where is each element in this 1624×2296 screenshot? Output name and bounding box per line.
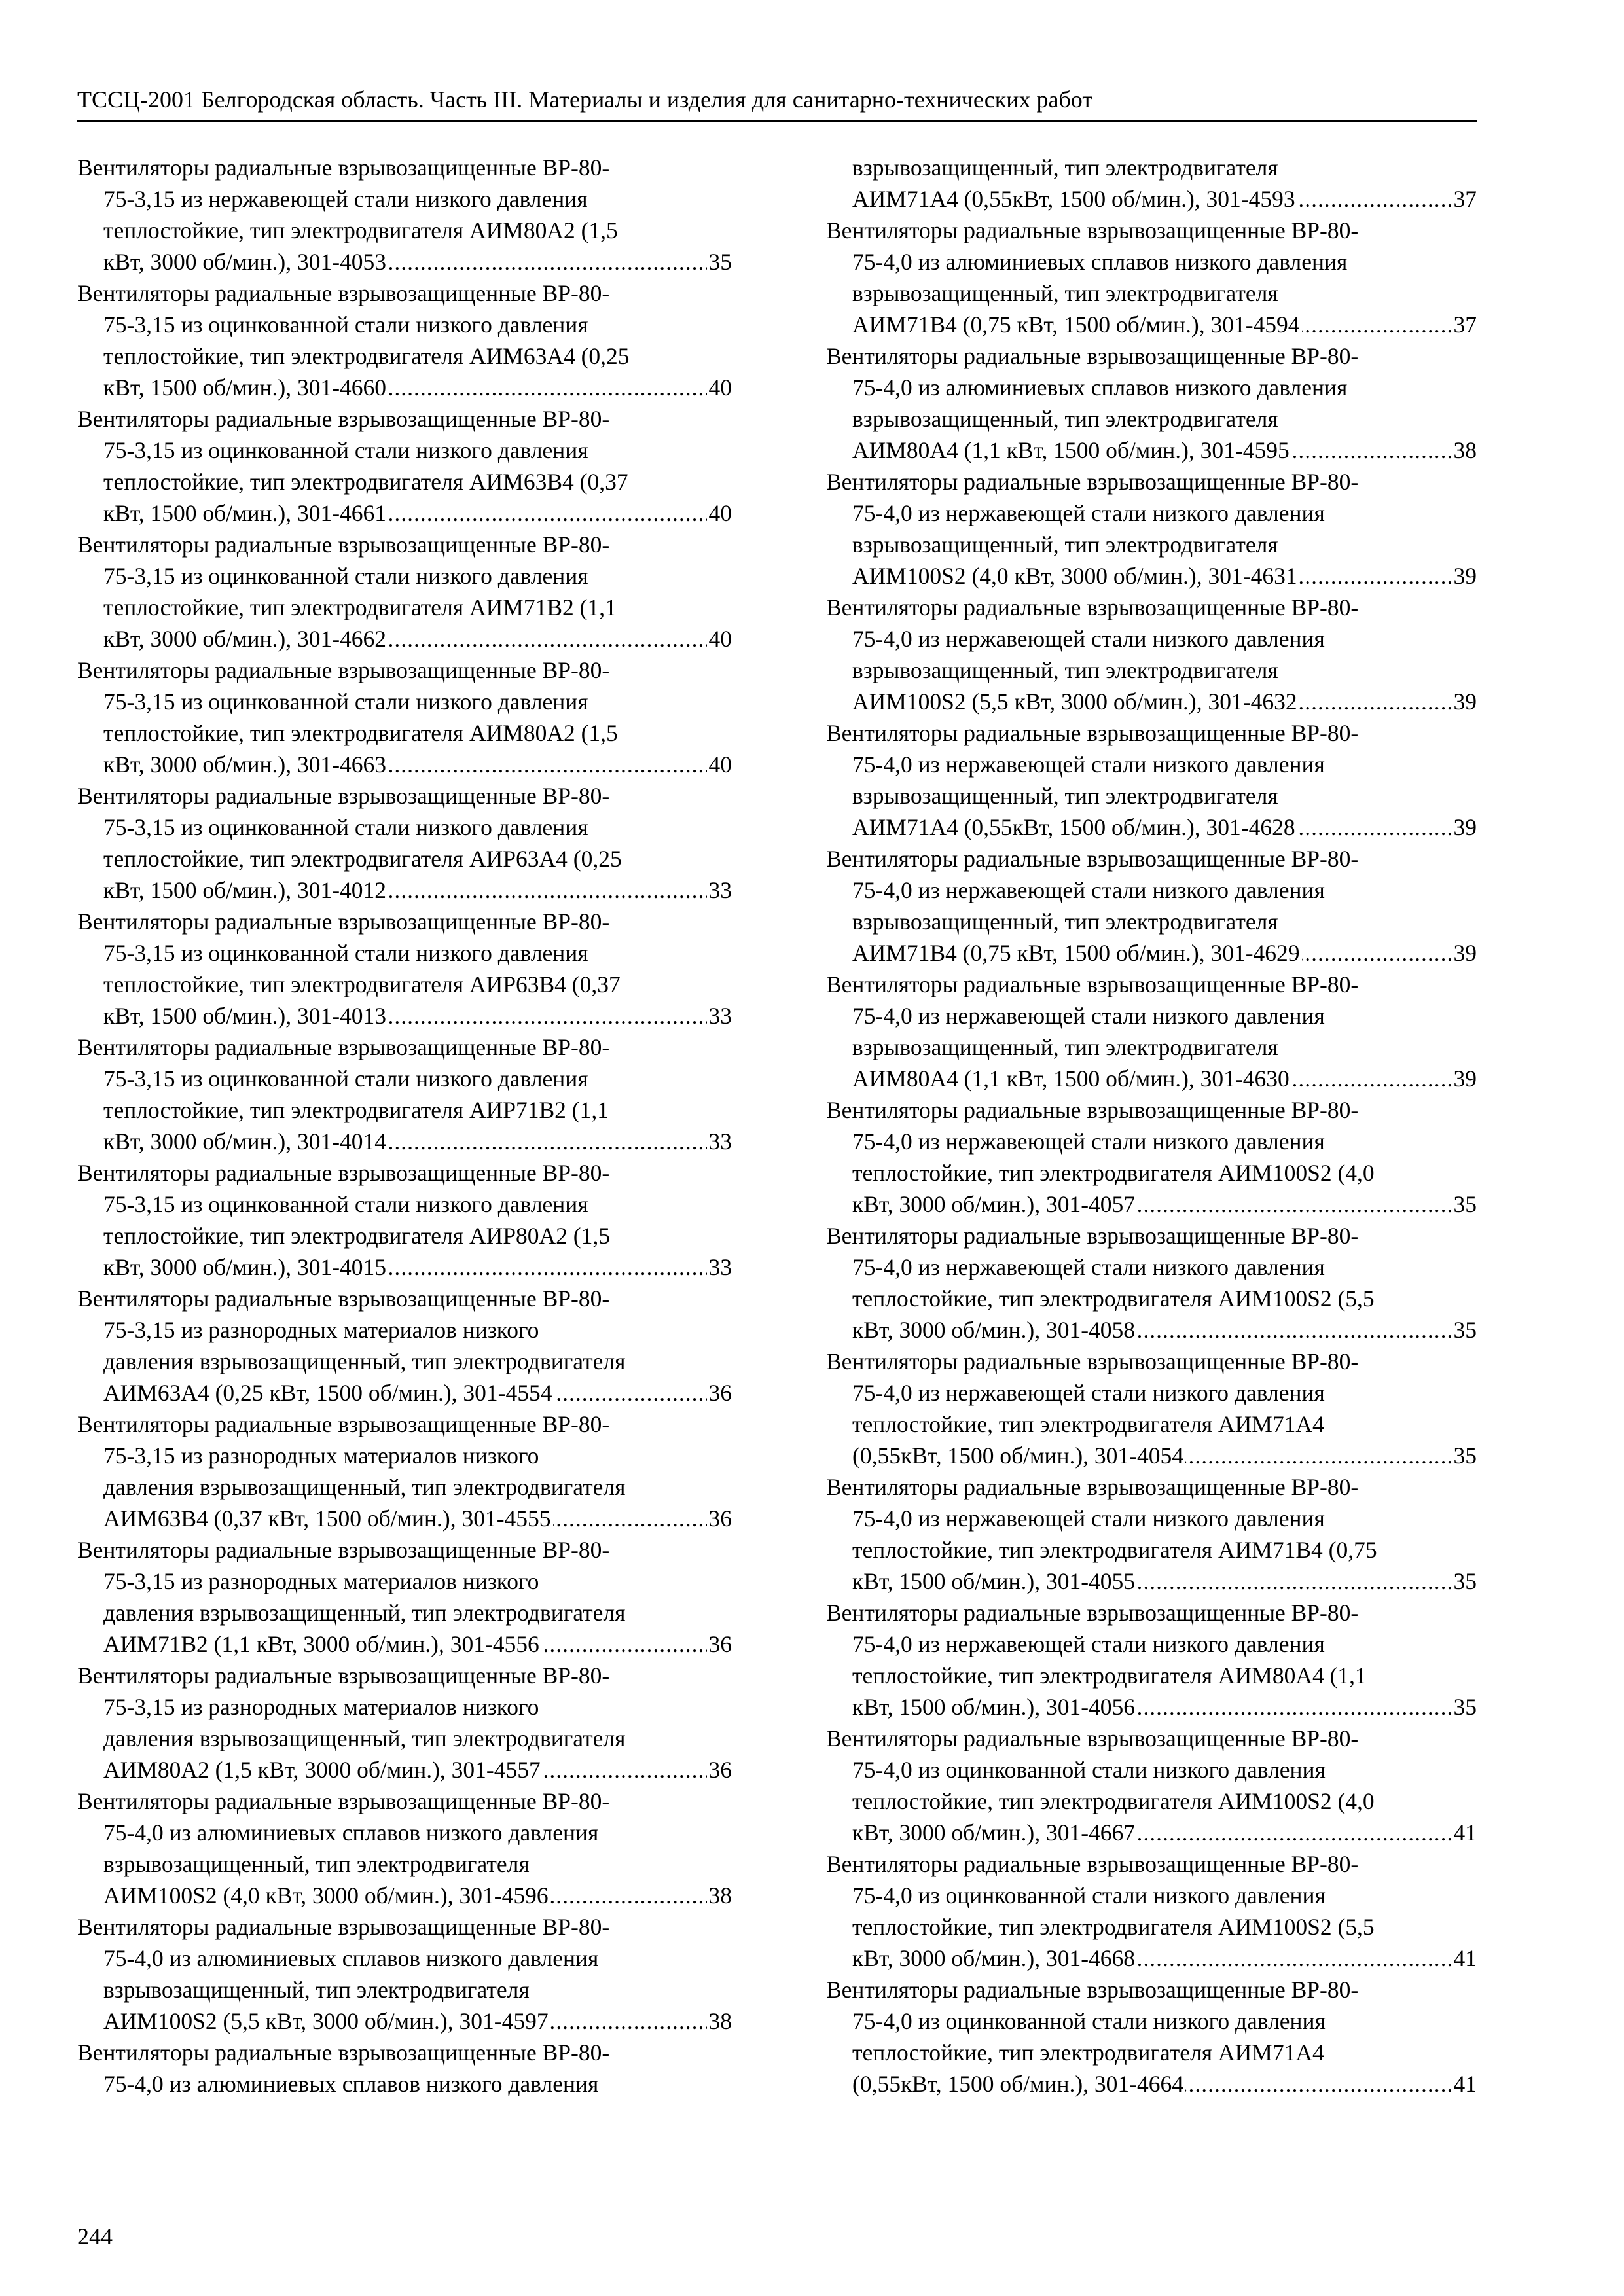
entry-page-ref: 40 xyxy=(707,749,732,780)
entry-line: взрывозащищенный, тип электродвигателя xyxy=(852,406,1278,432)
entry-line: теплостойкие, тип электродвигателя АИМ100S2 (5,5 xyxy=(852,1914,1375,1940)
index-entry xyxy=(826,1723,1477,1848)
entry-last-line xyxy=(852,1440,1477,1471)
entry-code: АИМ63А4 (0,25 кВт, 1500 об/мин.), 301-4554 xyxy=(103,1380,554,1406)
index-entry xyxy=(826,1597,1477,1723)
entry-code: кВт, 3000 об/мин.), 301-4668 xyxy=(852,1945,1137,1971)
entry-code: АИМ71В2 (1,1 кВт, 3000 об/мин.), 301-4556 xyxy=(103,1631,541,1657)
entry-code: АИМ71А4 (0,55кВт, 1500 об/мин.), 301-4593 xyxy=(852,186,1297,212)
entry-last-line xyxy=(852,1189,1477,1220)
entry-title-line: Вентиляторы радиальные взрывозащищенные ВР-80- xyxy=(826,594,1359,620)
index-entry xyxy=(77,1408,732,1534)
entry-line: теплостойкие, тип электродвигателя АИМ100S2 (4,0 xyxy=(852,1788,1375,1814)
entry-last-line xyxy=(103,1628,732,1660)
entry-title-line: Вентиляторы радиальные взрывозащищенные ВР-80- xyxy=(826,1600,1359,1626)
entry-line: теплостойкие, тип электродвигателя АИР63А4 (0,25 xyxy=(103,846,622,872)
index-entry xyxy=(826,1471,1477,1597)
entry-last-line xyxy=(852,2068,1477,2100)
entry-line: 75-4,0 из алюминиевых сплавов низкого давления xyxy=(103,1820,599,1846)
entry-line: теплостойкие, тип электродвигателя АИМ71А4 xyxy=(852,2039,1324,2066)
entry-page-ref: 35 xyxy=(1452,1440,1477,1471)
entry-code: кВт, 1500 об/мин.), 301-4012 xyxy=(103,877,388,903)
entry-page-ref: 36 xyxy=(707,1754,732,1785)
entry-line: 75-4,0 из нержавеющей стали низкого давления xyxy=(852,1003,1325,1029)
entry-line: 75-4,0 из алюминиевых сплавов низкого давления xyxy=(852,374,1348,401)
entry-title-line: Вентиляторы радиальные взрывозащищенные ВР-80- xyxy=(826,1851,1359,1877)
entry-last-line xyxy=(852,1314,1477,1346)
entry-last-line xyxy=(103,2005,732,2037)
index-entry xyxy=(77,906,732,1031)
entry-line: взрывозащищенный, тип электродвигателя xyxy=(103,1977,530,2003)
index-entry xyxy=(77,1660,732,1785)
entry-last-line xyxy=(852,560,1477,592)
index-entry xyxy=(826,1094,1477,1220)
entry-code: кВт, 3000 об/мин.), 301-4053 xyxy=(103,249,388,275)
entry-code: АИМ100S2 (5,5 кВт, 3000 об/мин.), 301-4597 xyxy=(103,2008,550,2034)
entry-page-ref: 38 xyxy=(707,1880,732,1911)
index-entry xyxy=(77,655,732,780)
entry-code: АИМ71А4 (0,55кВт, 1500 об/мин.), 301-4628 xyxy=(852,814,1297,840)
entry-page-ref: 35 xyxy=(1452,1691,1477,1723)
entry-last-line xyxy=(852,1943,1477,1974)
entry-line: теплостойкие, тип электродвигателя АИР63В4 (0,37 xyxy=(103,971,621,997)
entry-page-ref: 38 xyxy=(1452,435,1477,466)
index-entry xyxy=(77,1031,732,1157)
entry-code: кВт, 1500 об/мин.), 301-4661 xyxy=(103,500,388,526)
entry-title-line: Вентиляторы радиальные взрывозащищенные ВР-80- xyxy=(77,280,610,306)
index-entry xyxy=(77,403,732,529)
index-entry xyxy=(826,1974,1477,2100)
entry-line: 75-3,15 из разнородных материалов низкого xyxy=(103,1317,539,1343)
entry-title-line: Вентиляторы радиальные взрывозащищенные ВР-80- xyxy=(77,1034,610,1060)
entry-page-ref: 36 xyxy=(707,1628,732,1660)
entry-page-ref: 39 xyxy=(1452,937,1477,969)
entry-code: кВт, 3000 об/мин.), 301-4662 xyxy=(103,626,388,652)
entry-last-line xyxy=(103,1880,732,1911)
entry-line: теплостойкие, тип электродвигателя АИМ80А2 (1,5 xyxy=(103,217,618,243)
entry-title-line: Вентиляторы радиальные взрывозащищенные ВР-80- xyxy=(77,1160,610,1186)
entry-title-line: Вентиляторы радиальные взрывозащищенные ВР-80- xyxy=(77,1914,610,1940)
entry-code: кВт, 3000 об/мин.), 301-4057 xyxy=(852,1191,1137,1217)
index-entry xyxy=(77,152,732,278)
entry-page-ref: 39 xyxy=(1452,686,1477,717)
entry-title-line: Вентиляторы радиальные взрывозащищенные ВР-80- xyxy=(77,1788,610,1814)
entry-code: АИМ80А2 (1,5 кВт, 3000 об/мин.), 301-4557 xyxy=(103,1757,543,1783)
page-header: ТССЦ-2001 Белгородская область. Часть III. Материалы и изделия для санитарно-технических работ xyxy=(77,86,1093,113)
entry-line: 75-4,0 из нержавеющей стали низкого давления xyxy=(852,1128,1325,1155)
entry-line: давления взрывозащищенный, тип электродвигателя xyxy=(103,1600,626,1626)
entry-line: 75-3,15 из разнородных материалов низкого xyxy=(103,1694,539,1720)
entry-page-ref: 35 xyxy=(707,246,732,278)
entry-line: взрывозащищенный, тип электродвигателя xyxy=(852,280,1278,306)
entry-page-ref: 41 xyxy=(1452,1943,1477,1974)
index-entry xyxy=(826,466,1477,592)
entry-page-ref: 35 xyxy=(1452,1189,1477,1220)
entry-code: АИМ71В4 (0,75 кВт, 1500 об/мин.), 301-4594 xyxy=(852,312,1302,338)
entry-last-line xyxy=(852,1817,1477,1848)
entry-page-ref: 40 xyxy=(707,623,732,655)
entry-line: теплостойкие, тип электродвигателя АИМ100S2 (4,0 xyxy=(852,1160,1375,1186)
entry-title-line: Вентиляторы радиальные взрывозащищенные ВР-80- xyxy=(826,343,1359,369)
entry-title-line: Вентиляторы радиальные взрывозащищенные ВР-80- xyxy=(77,1285,610,1312)
index-entry xyxy=(77,1534,732,1660)
index-entry xyxy=(77,1911,732,2037)
entry-line: 75-3,15 из оцинкованной стали низкого давления xyxy=(103,563,588,589)
index-entry xyxy=(77,278,732,403)
entry-title-line: Вентиляторы радиальные взрывозащищенные ВР-80- xyxy=(77,1411,610,1437)
entry-line: 75-4,0 из нержавеющей стали низкого давления xyxy=(852,626,1325,652)
entry-last-line xyxy=(103,1754,732,1785)
entry-title-line: Вентиляторы радиальные взрывозащищенные ВР-80- xyxy=(77,406,610,432)
entry-code: кВт, 1500 об/мин.), 301-4013 xyxy=(103,1003,388,1029)
entry-page-ref: 39 xyxy=(1452,812,1477,843)
entry-code: АИМ100S2 (5,5 кВт, 3000 об/мин.), 301-4632 xyxy=(852,689,1299,715)
index-entry xyxy=(77,1785,732,1911)
entry-title-line: Вентиляторы радиальные взрывозащищенные ВР-80- xyxy=(826,1725,1359,1751)
entry-title-line: Вентиляторы радиальные взрывозащищенные ВР-80- xyxy=(77,531,610,558)
entry-title-line: Вентиляторы радиальные взрывозащищенные ВР-80- xyxy=(77,783,610,809)
entry-code: (0,55кВт, 1500 об/мин.), 301-4664 xyxy=(852,2071,1185,2097)
entry-line: 75-3,15 из разнородных материалов низкого xyxy=(103,1443,539,1469)
entry-line: 75-3,15 из оцинкованной стали низкого давления xyxy=(103,689,588,715)
entry-title-line: Вентиляторы радиальные взрывозащищенные ВР-80- xyxy=(77,1662,610,1689)
index-entry xyxy=(826,215,1477,340)
index-entry xyxy=(826,1346,1477,1471)
entry-title-line: Вентиляторы радиальные взрывозащищенные ВР-80- xyxy=(826,846,1359,872)
entry-page-ref: 38 xyxy=(707,2005,732,2037)
entry-line: 75-4,0 из алюминиевых сплавов низкого давления xyxy=(103,1945,599,1971)
entry-code: АИМ100S2 (4,0 кВт, 3000 об/мин.), 301-4596 xyxy=(103,1882,550,1909)
entry-last-line xyxy=(103,749,732,780)
entry-last-line xyxy=(103,246,732,278)
entry-title-line: Вентиляторы радиальные взрывозащищенные ВР-80- xyxy=(826,1348,1359,1374)
entry-page-ref: 39 xyxy=(1452,560,1477,592)
entry-line: 75-4,0 из нержавеющей стали низкого давления xyxy=(852,1380,1325,1406)
entry-line: теплостойкие, тип электродвигателя АИМ80А2 (1,5 xyxy=(103,720,618,746)
entry-code: кВт, 3000 об/мин.), 301-4058 xyxy=(852,1317,1137,1343)
entry-line: теплостойкие, тип электродвигателя АИМ71В4 (0,75 xyxy=(852,1537,1377,1563)
entry-page-ref: 36 xyxy=(707,1377,732,1408)
entry-line: теплостойкие, тип электродвигателя АИР71В2 (1,1 xyxy=(103,1097,609,1123)
entry-title-line: Вентиляторы радиальные взрывозащищенные ВР-80- xyxy=(826,1097,1359,1123)
index-entry xyxy=(77,1157,732,1283)
index-entry xyxy=(77,1283,732,1408)
entry-line: взрывозащищенный, тип электродвигателя xyxy=(852,783,1278,809)
index-column-right xyxy=(826,152,1477,2100)
entry-code: кВт, 1500 об/мин.), 301-4660 xyxy=(103,374,388,401)
entry-last-line xyxy=(103,1251,732,1283)
entry-code: АИМ80А4 (1,1 кВт, 1500 об/мин.), 301-4595 xyxy=(852,437,1291,463)
index-entry xyxy=(826,843,1477,969)
entry-last-line xyxy=(852,1566,1477,1597)
index-entry xyxy=(77,2037,732,2100)
entry-last-line xyxy=(852,1691,1477,1723)
entry-line: взрывозащищенный, тип электродвигателя xyxy=(852,657,1278,683)
entry-title-line: Вентиляторы радиальные взрывозащищенные ВР-80- xyxy=(77,657,610,683)
entry-line: взрывозащищенный, тип электродвигателя xyxy=(852,531,1278,558)
entry-line: 75-4,0 из нержавеющей стали низкого давления xyxy=(852,1254,1325,1280)
entry-page-ref: 37 xyxy=(1452,309,1477,340)
entry-line: давления взрывозащищенный, тип электродвигателя xyxy=(103,1474,626,1500)
entry-last-line xyxy=(103,372,732,403)
entry-line: 75-4,0 из алюминиевых сплавов низкого давления xyxy=(852,249,1348,275)
index-entry xyxy=(826,1220,1477,1346)
entry-line: 75-4,0 из алюминиевых сплавов низкого давления xyxy=(103,2071,599,2097)
entry-line: 75-4,0 из оцинкованной стали низкого давления xyxy=(852,2008,1326,2034)
entry-line: взрывозащищенный, тип электродвигателя xyxy=(852,908,1278,935)
entry-page-ref: 33 xyxy=(707,874,732,906)
entry-line: 75-4,0 из нержавеющей стали низкого давления xyxy=(852,751,1325,778)
entry-last-line xyxy=(852,183,1477,215)
entry-code: (0,55кВт, 1500 об/мин.), 301-4054 xyxy=(852,1443,1185,1469)
index-column-left xyxy=(77,152,732,2100)
entry-line: 75-3,15 из нержавеющей стали низкого давления xyxy=(103,186,588,212)
entry-last-line xyxy=(852,686,1477,717)
entry-line: 75-3,15 из разнородных материалов низкого xyxy=(103,1568,539,1594)
entry-line: теплостойкие, тип электродвигателя АИР80А2 (1,5 xyxy=(103,1223,610,1249)
entry-page-ref: 33 xyxy=(707,1126,732,1157)
entry-line: 75-4,0 из нержавеющей стали низкого давления xyxy=(852,500,1325,526)
entry-title-line: Вентиляторы радиальные взрывозащищенные ВР-80- xyxy=(826,720,1359,746)
index-entry xyxy=(826,152,1477,215)
entry-last-line xyxy=(103,1126,732,1157)
entry-last-line xyxy=(103,1503,732,1534)
entry-last-line xyxy=(852,1063,1477,1094)
entry-code: кВт, 1500 об/мин.), 301-4055 xyxy=(852,1568,1137,1594)
entry-code: кВт, 3000 об/мин.), 301-4015 xyxy=(103,1254,388,1280)
entry-line: 75-3,15 из оцинкованной стали низкого давления xyxy=(103,814,588,840)
entry-title-line: Вентиляторы радиальные взрывозащищенные ВР-80- xyxy=(77,154,610,181)
entry-code: АИМ71В4 (0,75 кВт, 1500 об/мин.), 301-4629 xyxy=(852,940,1302,966)
entry-page-ref: 35 xyxy=(1452,1566,1477,1597)
entry-line: теплостойкие, тип электродвигателя АИМ63А4 (0,25 xyxy=(103,343,630,369)
entry-line: теплостойкие, тип электродвигателя АИМ100S2 (5,5 xyxy=(852,1285,1375,1312)
entry-line: взрывозащищенный, тип электродвигателя xyxy=(852,1034,1278,1060)
index-entry xyxy=(826,340,1477,466)
entry-line: 75-4,0 из оцинкованной стали низкого давления xyxy=(852,1757,1326,1783)
index-entry xyxy=(77,780,732,906)
entry-code: АИМ63В4 (0,37 кВт, 1500 об/мин.), 301-4555 xyxy=(103,1505,553,1532)
entry-line: теплостойкие, тип электродвигателя АИМ71А4 xyxy=(852,1411,1324,1437)
index-entry xyxy=(826,717,1477,843)
entry-title-line: Вентиляторы радиальные взрывозащищенные ВР-80- xyxy=(77,2039,610,2066)
entry-line: теплостойкие, тип электродвигателя АИМ63В4 (0,37 xyxy=(103,469,628,495)
entry-page-ref: 41 xyxy=(1452,1817,1477,1848)
entry-line: 75-4,0 из нержавеющей стали низкого давления xyxy=(852,1505,1325,1532)
entry-page-ref: 33 xyxy=(707,1000,732,1031)
index-entry xyxy=(826,969,1477,1094)
entry-page-ref: 40 xyxy=(707,372,732,403)
entry-title-line: Вентиляторы радиальные взрывозащищенные ВР-80- xyxy=(77,908,610,935)
entry-line: давления взрывозащищенный, тип электродвигателя xyxy=(103,1725,626,1751)
entry-line: давления взрывозащищенный, тип электродвигателя xyxy=(103,1348,626,1374)
entry-page-ref: 36 xyxy=(707,1503,732,1534)
entry-title-line: Вентиляторы радиальные взрывозащищенные ВР-80- xyxy=(826,217,1359,243)
entry-line: взрывозащищенный, тип электродвигателя xyxy=(103,1851,530,1877)
entry-line: 75-4,0 из нержавеющей стали низкого давления xyxy=(852,877,1325,903)
entry-line: 75-3,15 из оцинкованной стали низкого давления xyxy=(103,437,588,463)
entry-line: 75-3,15 из оцинкованной стали низкого давления xyxy=(103,312,588,338)
entry-page-ref: 39 xyxy=(1452,1063,1477,1094)
entry-code: кВт, 3000 об/мин.), 301-4667 xyxy=(852,1820,1137,1846)
index-entry xyxy=(826,1848,1477,1974)
entry-last-line xyxy=(103,874,732,906)
entry-last-line xyxy=(852,435,1477,466)
entry-last-line xyxy=(852,812,1477,843)
entry-line: 75-3,15 из оцинкованной стали низкого давления xyxy=(103,1191,588,1217)
entry-line: теплостойкие, тип электродвигателя АИМ71В2 (1,1 xyxy=(103,594,617,620)
entry-line: 75-4,0 из нержавеющей стали низкого давления xyxy=(852,1631,1325,1657)
entry-code: кВт, 3000 об/мин.), 301-4014 xyxy=(103,1128,388,1155)
entry-last-line xyxy=(103,497,732,529)
entry-page-ref: 33 xyxy=(707,1251,732,1283)
entry-line: 75-3,15 из оцинкованной стали низкого давления xyxy=(103,1066,588,1092)
entry-code: кВт, 1500 об/мин.), 301-4056 xyxy=(852,1694,1137,1720)
entry-line: теплостойкие, тип электродвигателя АИМ80А4 (1,1 xyxy=(852,1662,1367,1689)
entry-last-line xyxy=(103,623,732,655)
entry-page-ref: 40 xyxy=(707,497,732,529)
entry-page-ref: 37 xyxy=(1452,183,1477,215)
entry-code: АИМ100S2 (4,0 кВт, 3000 об/мин.), 301-4631 xyxy=(852,563,1299,589)
entry-code: АИМ80А4 (1,1 кВт, 1500 об/мин.), 301-4630 xyxy=(852,1066,1291,1092)
entry-line: взрывозащищенный, тип электродвигателя xyxy=(852,154,1278,181)
index-entry xyxy=(77,529,732,655)
header-rule xyxy=(77,120,1477,122)
page-number: 244 xyxy=(77,2223,113,2250)
entry-code: кВт, 3000 об/мин.), 301-4663 xyxy=(103,751,388,778)
entry-page-ref: 41 xyxy=(1452,2068,1477,2100)
entry-last-line xyxy=(852,309,1477,340)
entry-line: 75-3,15 из оцинкованной стали низкого давления xyxy=(103,940,588,966)
entry-line: 75-4,0 из оцинкованной стали низкого давления xyxy=(852,1882,1326,1909)
entry-title-line: Вентиляторы радиальные взрывозащищенные ВР-80- xyxy=(826,469,1359,495)
entry-title-line: Вентиляторы радиальные взрывозащищенные ВР-80- xyxy=(826,1474,1359,1500)
entry-page-ref: 35 xyxy=(1452,1314,1477,1346)
entry-last-line xyxy=(103,1377,732,1408)
entry-last-line xyxy=(103,1000,732,1031)
index-entry xyxy=(826,592,1477,717)
entry-title-line: Вентиляторы радиальные взрывозащищенные ВР-80- xyxy=(826,1977,1359,2003)
entry-last-line xyxy=(852,937,1477,969)
entry-title-line: Вентиляторы радиальные взрывозащищенные ВР-80- xyxy=(826,971,1359,997)
entry-title-line: Вентиляторы радиальные взрывозащищенные ВР-80- xyxy=(826,1223,1359,1249)
entry-title-line: Вентиляторы радиальные взрывозащищенные ВР-80- xyxy=(77,1537,610,1563)
